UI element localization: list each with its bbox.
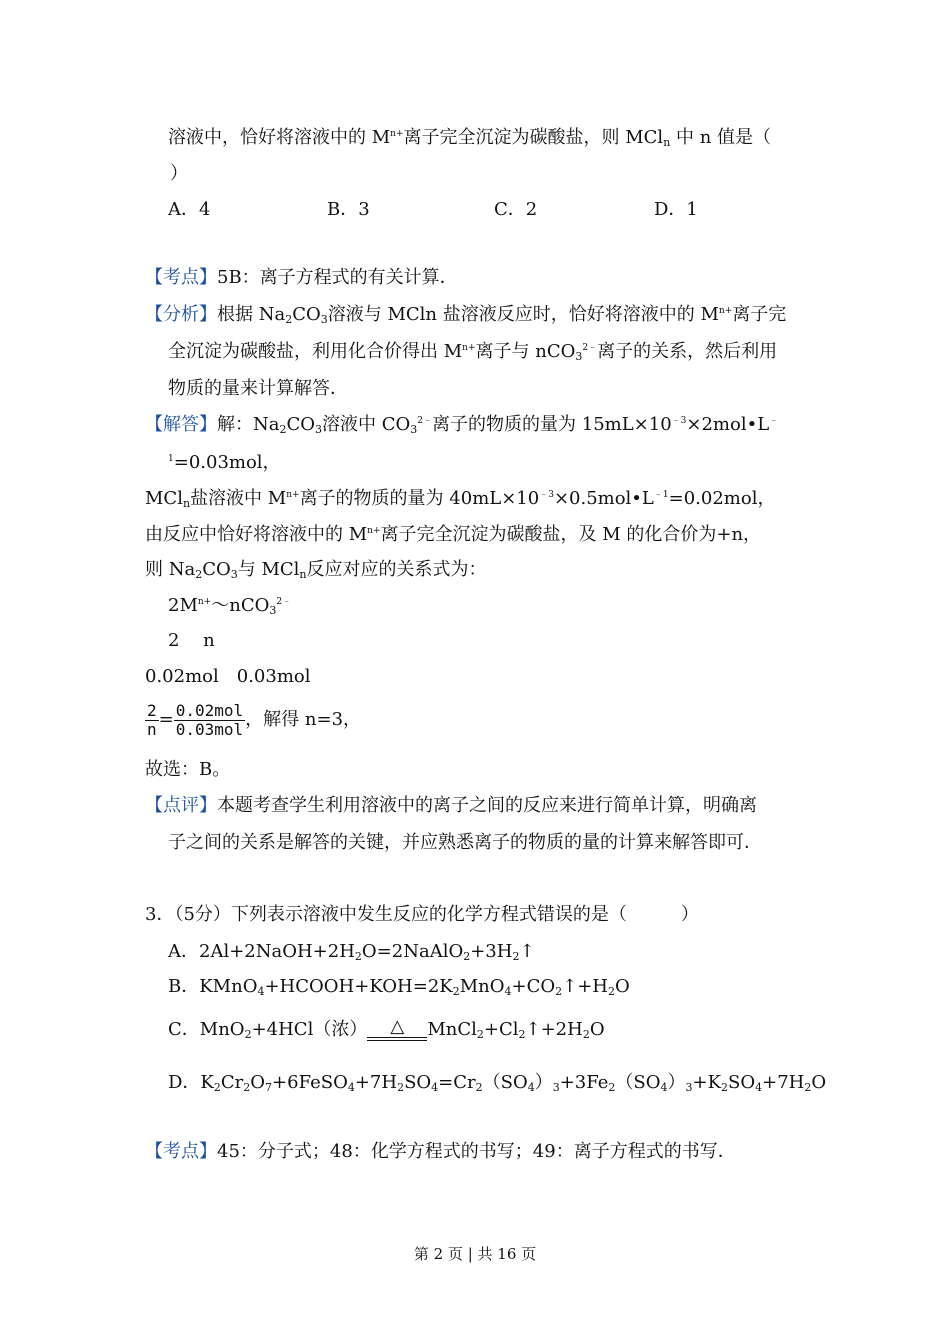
q2-fraction-line: $\frac{2}{n}$ = $\frac{\text{0.02mol}}{\text{0.03mol}}$ ，解得 n=3， xyxy=(147,700,362,739)
q2-jieda-line2: $^1$=0.03mol， xyxy=(168,452,281,473)
q3-option-d: D．$K_2Cr_2O_7+6FeSO_4+7H_2SO_4=Cr_2(SO_4)_3+3Fe_2(SO_4)_3+K_2SO_4+7H_2O$ xyxy=(168,1072,827,1094)
q2-option-a: A．4 xyxy=(168,199,211,220)
q2-dianping-line2: 子之间的关系是解答的关键，并应熟悉离子的物质的量的计算来解答即可． xyxy=(168,832,762,853)
q2-line3: MCl$_n$盐溶液中 $M^{n+}$离子的物质的量为 $40mL\times 10^{﹣3}\times 0.5mol•L^{﹣1}=0.02mol$， xyxy=(145,488,776,510)
q2-fenxi-line3: 物质的量来计算解答． xyxy=(168,378,348,399)
q2-relation-coef: 2 n xyxy=(168,630,215,651)
q2-answer: 故选：B。 xyxy=(145,759,231,780)
q3-option-a: A．$2Al+2NaOH+2H_2O=2NaAlO_2+3H_2↑$ xyxy=(168,941,535,963)
q3-option-b: B．$KMnO_4+HCOOH+KOH=2K_2MnO_4+CO_2↑+H_2O$ xyxy=(168,976,630,998)
fraction-right: $\frac{\text{0.02mol}}{\text{0.03mol}}$ xyxy=(175,700,244,739)
q2-dianping-line1: 【点评】本题考查学生利用溶液中的离子之间的反应来进行简单计算，明确离 xyxy=(145,795,757,816)
dianping-tag: 【点评】 xyxy=(145,795,217,816)
q3-kaodian: 【考点】45：分子式；48：化学方程式的书写；49：离子方程式的书写． xyxy=(145,1141,736,1162)
q2-relation: $2M^{n+}\sim nCO_3^{2﹣}$ xyxy=(168,595,292,617)
kaodian-tag: 【考点】 xyxy=(145,1141,217,1162)
q3-stem: 3．（5分）下列表示溶液中发生反应的化学方程式错误的是（ ） xyxy=(145,904,699,925)
heat-condition-sign: △ xyxy=(367,1019,427,1041)
q2-stem-line1: 溶液中，恰好将溶液中的 $M^{n+}$离子完全沉淀为碳酸盐，则 MCl$_n$ 中 n 值是（ xyxy=(168,127,772,149)
page-footer: 第 2 页 | 共 16 页 xyxy=(413,1245,537,1263)
q2-line4: 由反应中恰好将溶液中的 $M^{n+}$离子完全沉淀为碳酸盐，及 M 的化合价为+n， xyxy=(145,524,762,545)
q2-fenxi-line2: 全沉淀为碳酸盐，利用化合价得出 $M^{n+}$离子与 nCO$_3^{2﹣}$离子的关系，然后利用 xyxy=(168,341,778,363)
q2-stem-line2: ） xyxy=(170,163,188,184)
fraction-left: $\frac{2}{n}$ xyxy=(147,700,157,739)
q2-option-b: B．3 xyxy=(327,199,370,220)
q2-relation-mol: 0.02mol 0.03mol xyxy=(145,666,311,687)
jieda-tag: 【解答】 xyxy=(145,414,217,435)
q2-jieda-line1: 【解答】解：$Na_2CO_3$溶液中 $CO_3^{2﹣}$离子的物质的量为 $15mL\times 10^{﹣3}\times 2mol•L^﹣$ xyxy=(145,414,779,436)
q2-fenxi-line1: 【分析】根据 $Na_2CO_3$溶液与 MCln 盐溶液反应时，恰好将溶液中的 $M^{n+}$离子完 xyxy=(145,304,787,326)
fenxi-tag: 【分析】 xyxy=(145,304,217,325)
kaodian-tag: 【考点】 xyxy=(145,267,217,288)
q3-option-c: C．MnO$_2$+4HCl（浓） △ $MnCl_2+Cl_2↑+2H_2O$ xyxy=(168,1016,605,1041)
q2-line5: 则 $Na_2CO_3$与 MCl$_n$反应对应的关系式为： xyxy=(145,559,487,581)
q2-option-c: C．2 xyxy=(494,199,538,220)
q2-kaodian: 【考点】5B：离子方程式的有关计算． xyxy=(145,267,458,288)
q2-option-d: D．1 xyxy=(654,199,698,220)
